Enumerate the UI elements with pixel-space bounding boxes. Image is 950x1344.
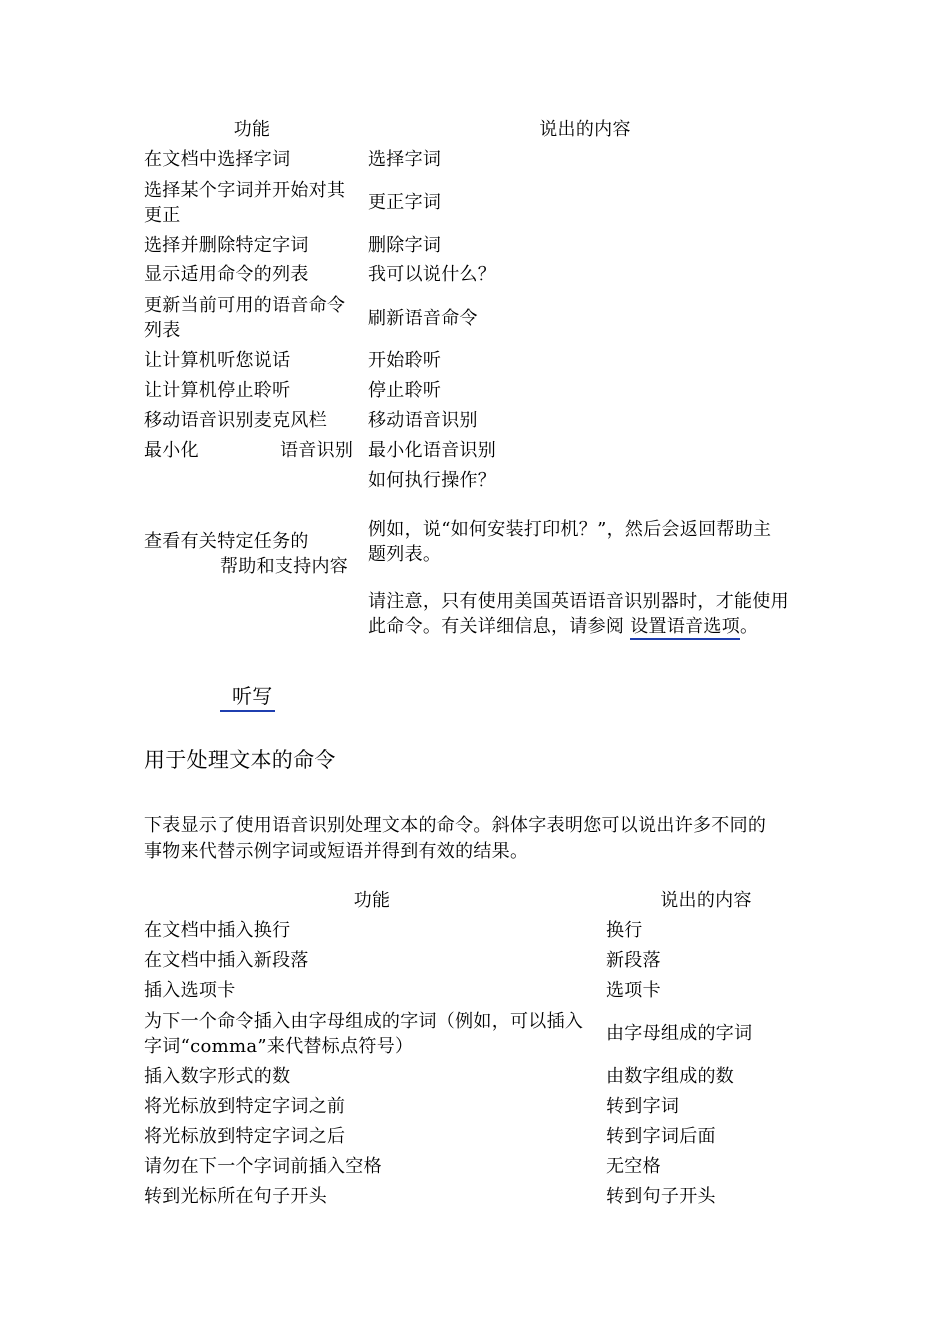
section-title: 用于处理文本的命令 — [144, 748, 336, 772]
table2-row-func: 插入选项卡 — [144, 980, 236, 1001]
table1-row-say: 选择字词 — [368, 149, 442, 170]
table2-row-func: 将光标放到特定字词之前 — [144, 1096, 346, 1117]
table2-row-say: 换行 — [606, 920, 643, 941]
table2-row-func: 字词“comma”来代替标点符号） — [144, 1036, 414, 1057]
table1-row-func: 选择某个字词并开始对其 — [144, 180, 346, 201]
table1-header-function: 功能 — [233, 119, 271, 140]
table2-row-func: 插入数字形式的数 — [144, 1066, 291, 1087]
table2-row-say: 由字母组成的字词 — [606, 1023, 753, 1044]
table1-row-func: 更新当前可用的语音命令 — [144, 295, 346, 316]
table1-row-func: 语音识别 — [280, 440, 354, 461]
table1-help-say: 如何执行操作？ — [368, 470, 497, 491]
table1-row-func: 列表 — [144, 320, 181, 341]
table1-row-say: 我可以说什么？ — [368, 264, 497, 285]
table2-row-say: 无空格 — [606, 1156, 661, 1177]
table2-row-func: 转到光标所在句子开头 — [144, 1186, 327, 1207]
table2-row-func: 在文档中插入新段落 — [144, 950, 309, 971]
table1-help-func: 帮助和支持内容 — [220, 556, 349, 577]
table1-help-note-prefix: 此命令。有关详细信息，请参阅 — [368, 616, 625, 637]
table1-row-func: 在文档中选择字词 — [144, 149, 291, 170]
table1-help-note — [368, 614, 758, 639]
table2-header-say: 说出的内容 — [660, 890, 752, 911]
table1-row-func: 最小化 — [144, 440, 199, 461]
table1-help-para: 题列表。 — [368, 544, 442, 565]
dictation-heading — [220, 684, 275, 709]
table2-row-say: 转到句子开头 — [606, 1186, 716, 1207]
dictation-link[interactable]: 听写 — [220, 684, 275, 712]
section-intro: 下表显示了使用语音识别处理文本的命令。斜体字表明您可以说出许多不同的 — [144, 815, 767, 836]
table1-row-say: 最小化语音识别 — [368, 440, 497, 461]
table2-row-say: 由数字组成的数 — [606, 1066, 735, 1087]
table1-row-say: 更正字词 — [368, 192, 442, 213]
table1-row-say: 刷新语音命令 — [368, 308, 478, 329]
table2-row-say: 选项卡 — [606, 980, 661, 1001]
table1-header-say: 说出的内容 — [539, 119, 631, 140]
table1-row-say: 移动语音识别 — [368, 410, 478, 431]
table2-header-function: 功能 — [353, 890, 391, 911]
table1-help-func: 查看有关特定任务的 — [144, 531, 309, 552]
table2-row-func: 为下一个命令插入由字母组成的字词（例如，可以插入 — [144, 1011, 584, 1032]
table1-help-para: 例如，说“如何安装打印机？”，然后会返回帮助主 — [368, 519, 772, 540]
table2-row-func: 请勿在下一个字词前插入空格 — [144, 1156, 382, 1177]
table2-row-say: 转到字词 — [606, 1096, 680, 1117]
table1-row-func: 显示适用命令的列表 — [144, 264, 309, 285]
table2-row-func: 在文档中插入换行 — [144, 920, 291, 941]
table1-help-note: 请注意，只有使用美国英语语音识别器时，才能使用 — [368, 591, 789, 612]
section-intro: 事物来代替示例字词或短语并得到有效的结果。 — [144, 841, 529, 862]
table2-row-say: 新段落 — [606, 950, 661, 971]
table1-help-note-suffix: 。 — [740, 616, 759, 637]
table1-row-say: 停止聆听 — [368, 380, 442, 401]
table1-row-func: 让计算机停止聆听 — [144, 380, 291, 401]
table1-row-func: 移动语音识别麦克风栏 — [144, 410, 327, 431]
table2-row-func: 将光标放到特定字词之后 — [144, 1126, 346, 1147]
table1-row-func: 让计算机听您说话 — [144, 350, 291, 371]
table1-row-say: 删除字词 — [368, 235, 442, 256]
table1-row-say: 开始聆听 — [368, 350, 442, 371]
speech-options-link[interactable]: 设置语音选项 — [630, 616, 740, 640]
table1-row-func: 更正 — [144, 205, 181, 226]
table2-row-say: 转到字词后面 — [606, 1126, 716, 1147]
table1-row-func: 选择并删除特定字词 — [144, 235, 309, 256]
